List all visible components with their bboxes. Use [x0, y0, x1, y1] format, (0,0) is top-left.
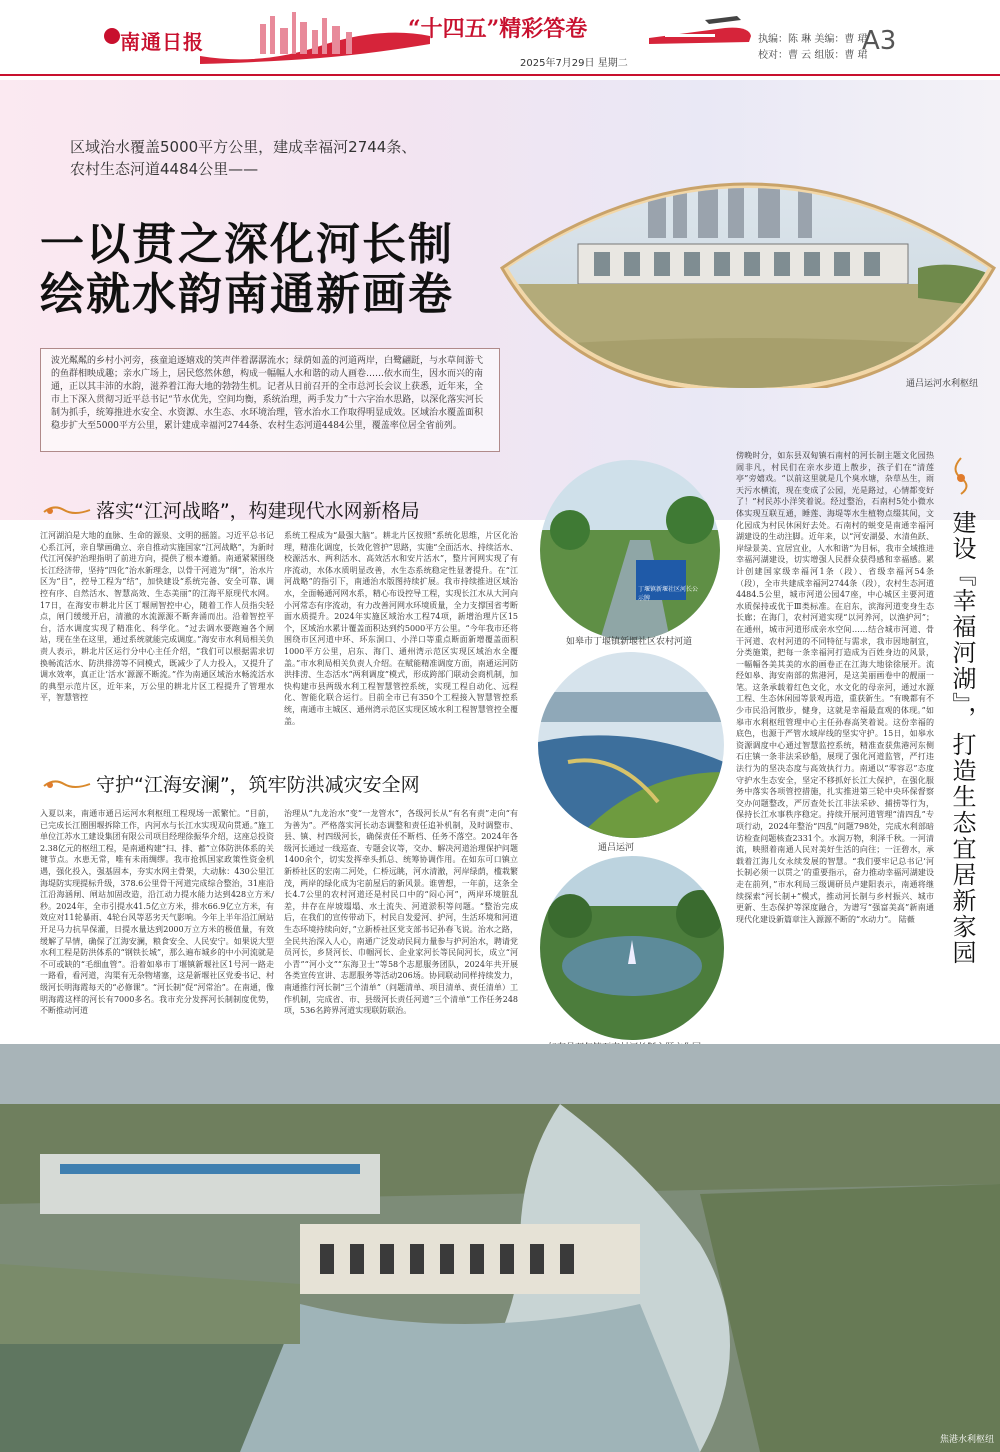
page-number: A3	[862, 26, 897, 56]
page-header	[0, 0, 1000, 80]
section-1-column-1: 江河湖泊是大地的血脉、生命的源泉、文明的摇篮。习近平总书记心系江河，亲自擘画确立、亲自推动实施国家“江河战略”，为新时代江河保护治理指明了前进方向，提供了根本遵循。南通紧紧围绕长江经济带，坚持“四化”治水新理念，以骨干河道为“纲”，治水片区为“目”，控导工程为“结”，加快建设“系统完备、安全可靠、调控有序、自然活水、智慧高效、生态美丽”的江海平原现代水网。17日，在海安市耕北片区丁堰闸智控中心，随着工作人员指尖轻点，闸门缓缓开启，清澈的水流源源不断奔涌而出。沿着智控平台，活水调度实现了精准化、科学化。“过去调水要跑遍各个闸站，现在坐在这里，通过系统就能完成调度。”海安市水利局相关负责人表示，耕北片区运行分中心主任介绍，“我们可以根据需求切换畅流活水、防洪排涝等不同模式，既减少了人力投入，又提升了调水效率，真正让‘活水’源源不断流。”作为南通区域治水畅流活水的典型示范片区，近年来，万公里的耕北片区工程提升了管理水平，智慧管控	[40, 531, 274, 703]
section-2-column-2: 治理从“九龙治水”变“一龙管水”，各级河长从“有名有责”走向“有为善为”。严格落实河长动态调整和责任追补机制，及时调整市、县、镇、村四级河长，确保责任不断档、任务不落空。2024年各级河长通过一线巡查、专题会议等，交办、解决河道治理保护问题1400余个，切实发挥牵头抓总、统筹协调作用。在如东可口镇立新桥社区的宏南二河处，仁桥远眺，河水清澈，河岸绿荫，槛栽繁茂，两岸的绿化成为宅前屋后的新风景。谁曾想，一年前，这条全长4.7公里的农村河道还是村民口中的“闷心河”，两岸环境脏乱差，井存在岸坡塌塌、水土流失、河道淤积等问题。“整治完成后，在我们的宣传带动下，村民自发爱河、护河，生活环境和河道生态环境持续向好，”立新桥社区党支部书记孙春飞说。治水之路，全民共治深入人心，南通广泛发动民间力量参与护河治水，聘请党员河长，乡贤河长、巾帼河长、企业家河长等民间河长，成立“河小青”“河小文”“东海卫士”等58个志愿服务团队，2024年共开展各类宣传宣讲、志愿服务等活动206场。协同联动同样持续发力，南通推行河长制“三个清单”（问题清单、项目清单、责任清单）工作机制，完成省、市、县级河长责任河道“三个清单”工作任务248项，536名跨界河道实现联防联治。	[284, 809, 518, 1016]
headline-line-1: 一以贯之深化河长制	[40, 219, 454, 270]
issue-date: 2025年7月29日 星期二	[520, 58, 628, 69]
section-3-column	[736, 450, 934, 1038]
aerial-photo-caption: 焦港水利枢纽	[940, 1435, 995, 1445]
section-3-text: 傍晚时分，如东县双甸镇石南村的河长制主题文化园热闹非凡，村民们在亲水步道上散步，孩子们在“清莲亭”旁嬉戏。“以前这里就是几个臭水塘，杂草丛生，雨天污水横流，现在变成了公园，光是路过，心情都变好了！”村民苏小洋笑着说。经过整治，石南村5处小微水体实现互联互通，睡莲、海堤等水生植物点缀其间，文化园成为村民休闲好去处。石南村的蜕变是南通幸福河湖建设的生动注脚。近年来，以“河安湖晏、水清鱼跃、岸绿景美、宜居宜业，人水和谐”为目标，我市全域推进幸福河湖建设，切实增强人民群众获得感和幸福感。累计创建国家级幸福河1条（段）、省级幸福河54条（段），全市共建成幸福河2744条（段），农村生态河道4484.5公里，城市河道公园47座，中心城区主要河道水质保持或优于Ⅲ类标准。在启东，滨海河道变身生态长廊；在海门，农村河道实现“以河养河，以渔护河”；在通州，城市河道形成亲水空间……结合城市河道、骨干河道、农村河道的不同特征与需求，我市因地制宜，分类施策，把每一条幸福河打造成为百姓身边的风景，一幅幅各美其美的水韵画卷正在江海大地徐徐展开。流经如皋、海安南部的焦港河，是这美丽画卷中的靓丽一笔。这条承载着红色文化，水文化的母亲河，通过水源工程、生态休闲园等景观再造，重获新生。“有晚都有不少市民沿河散步，健身，这就是幸福最直观的体现。”如皋市水利枢纽管理中心主任孙春高笑着说。这份幸福的底色，也源于严管水域岸线的坚实守护。15日，如皋水资源调度中心通过智慧监控系统，精准查获焦港河东侧石庄镇一条非法采砂船，展现了强化河道监管，严打违法行为的坚决态度与高效执行力。南通以“零容忍”态度守护水生态安全，坚定不移抓好长江大保护，在强化服务中落实各项管控措施，扎实推进第三轮中央环保督察交办问题整改，严厉查处长江非法采砂、捕捞等行为，保持长江水事秩序稳定。持续开展河道管理“清四乱”专项行动，2024年整治“四乱”问题798处，完成水利部暗访检查问题核查2331个。水润万物，利泽千秋。一河清流，映照着南通人民对美好生活的向往；一汪碧水，承载着江海儿女永续发展的智慧。“我们要牢记总书记‘河长制必须一以贯之’的重要指示，奋力推动幸福河湖建设走在前列，”市水利局三级调研员卢建阳表示，南通将继续探索“河长制+”模式，推动河长制与乡村振兴、城市更新、生态保护等深度融合，为谱写“强富美高”新南通现代化建设新篇章注入源源不断的“水动力”。	[736, 451, 934, 924]
newspaper-logo: 南通日报	[120, 30, 204, 54]
train-illustration	[645, 14, 755, 50]
fan-shaped-photo-dam	[498, 148, 998, 388]
byline: 陆薇	[898, 914, 915, 924]
subtitle-line: 农村生态河道4484公里——	[70, 160, 259, 178]
skyline-ribbon-illustration	[200, 6, 430, 66]
proofreader-credits: 校对：曹 云 组版：曹 珺	[758, 50, 868, 61]
section-1-column-2: 系统工程成为“最强大脑”。耕北片区按照“系统化思维，片区化治理，精准化调度，长效化管护”思路，实施“全面活水、持续活水、校源活水、两利活水、高效活水和安片活水”，整片河网实现了有序流动，水体水质明显改善，水生态系统稳定性显著提升。在“江河战略”的指引下，南通治水版图持续扩展。我市持续推进区域治水，全面畅通河网水系，精心布设控导工程，实现长江水从大河向小河常态有序流动，有力改善河网水环境质量，全力支撑国省考断面水质提升。2024年实施区域治水工程74项，新增治理片区15个，区域治水累计覆盖面积达到约5000平方公里。“今年我市还将围绕市区河道中环、环东洞口、小洋口等重点断面新增覆盖面积1000平方公里，启东、海门、通州湾示范区实现区域治水全覆盖。”市水利局相关负责人介绍。在赋能精准调度方面，南通运河防洪排涝、生态活水“两利调度”模式，形成跨部门联动会商机制，加快构建市县两级水利工程智慧管控系统，实现工程自动化、远程化、智能化联合运行。目前全市已有350个工程接入智慧管控系统，南通市主城区、通州湾示范区实现区域水利工程智慧管控全覆盖。	[284, 531, 518, 726]
section-2-column-1: 入夏以来，南通市通吕运河水利枢纽工程现场一派繁忙。“目前，已完成长江圈围堰拆除工作，内河水与长江水实现双向贯通。”施工单位江苏水工建设集团有限公司项目经理徐振华介绍，这座总投资2.38亿元的枢纽工程，是南通构建“扫、排、蓄”立体防洪体系的关键节点。水患无常，唯有未雨绸缪。我市抢抓国家政策性资金机遇，强化投入，强基固本，夯实水网主骨架，大动脉：430公里江海堤防实现提标升级，378.6公里骨干河道完成综合整治，31座沿江沿海涵闸、闸站加固改造，沿江动力提水能力达到428立方米/秒。2024年，全市引提水41.5亿立方米，排水66.9亿立方米，有效应对11轮暴雨、4轮台风等恶劣天气影响。今年上半年沿江闸站开足马力抗旱保灌，日提水量达到2000万立方米的极值量，有效缓解了旱情，确保了江海安澜，粮食安全、人民安宁。如果说大型水利工程是防洪体系的“钢铁长城”，那么遍布城乡的中小河流就是不可或缺的“毛细血管”。沿着如皋市丁堰镇新堰社区1号河一路走一路看，看河道，沟渠有无杂物堵塞，这是新堰社区党委书记、村级河长明海霞每天的“必修课”。“河长制”促“河常治”。在南通，像明海霞这样的河长有7000多名。我市充分发挥河长制制度优势，不断推动河道	[40, 809, 274, 1016]
special-column-title: “十四五”精彩答卷	[408, 16, 588, 42]
section-swirl-icon	[42, 778, 92, 790]
photo-village-river	[540, 460, 720, 640]
subtitle-line: 区域治水覆盖5000平方公里，建成幸福河2744条、	[70, 138, 417, 156]
lead-paragraph: 波光粼粼的乡村小河旁，孩童追逐嬉戏的笑声伴着潺潺流水；绿荫如盖的河道两岸，白鹭翩跹，与水草间游弋的鱼群相映成趣；亲水广场上，居民悠然休憩，构成一幅幅人水和谐的动人画卷……依水而生，因水而兴的南通，正以其丰沛的水韵，滋养着江海大地的勃勃生机。记者从日前召开的全市总河长会议上获悉，近年来，全市上下深入贯彻习近平总书记“节水优先，空间均衡，系统治理，两手发力”十六字治水思路，以深化落实河长制为抓手，统筹推进水安全、水资源、水生态、水环境治理，管水治水工作取得明显成效。区域治水覆盖面积稳步扩大至5000平方公里，累计建成幸福河2744条、农村生态河道4484公里，覆盖率位居全省前列。	[40, 348, 500, 452]
river-chief-sign-text: 丁堰镇新堰社区河长公示牌	[638, 586, 699, 602]
header-rule	[0, 74, 1000, 76]
section-heading-3: 建设『幸福河湖』，打造生态宜居新家园	[948, 510, 976, 966]
section-heading-1: 落实“江河战略”，构建现代水网新格局	[96, 500, 420, 522]
fan-photo-caption: 通吕运河水利枢纽	[906, 379, 979, 389]
section-heading-2: 守护“江海安澜”，筑牢防洪减灾安全网	[96, 774, 420, 796]
aerial-photo-jiaogang-hub	[0, 1044, 1000, 1452]
photo-caption: 如皋市丁堰镇新堰社区农村河道	[566, 637, 693, 647]
photo-tonglu-canal	[538, 652, 724, 838]
section-swirl-icon	[42, 504, 92, 516]
photo-river-culture-park	[540, 856, 724, 1040]
section-swirl-icon	[948, 456, 974, 496]
headline-line-2: 绘就水韵南通新画卷	[40, 269, 454, 320]
photo-caption: 通吕运河	[598, 843, 635, 853]
newspaper-logo-icon	[104, 28, 120, 44]
editor-credits: 执编：陈 琳 美编：曹 珺	[758, 34, 868, 45]
headline-subtitle	[70, 136, 416, 180]
